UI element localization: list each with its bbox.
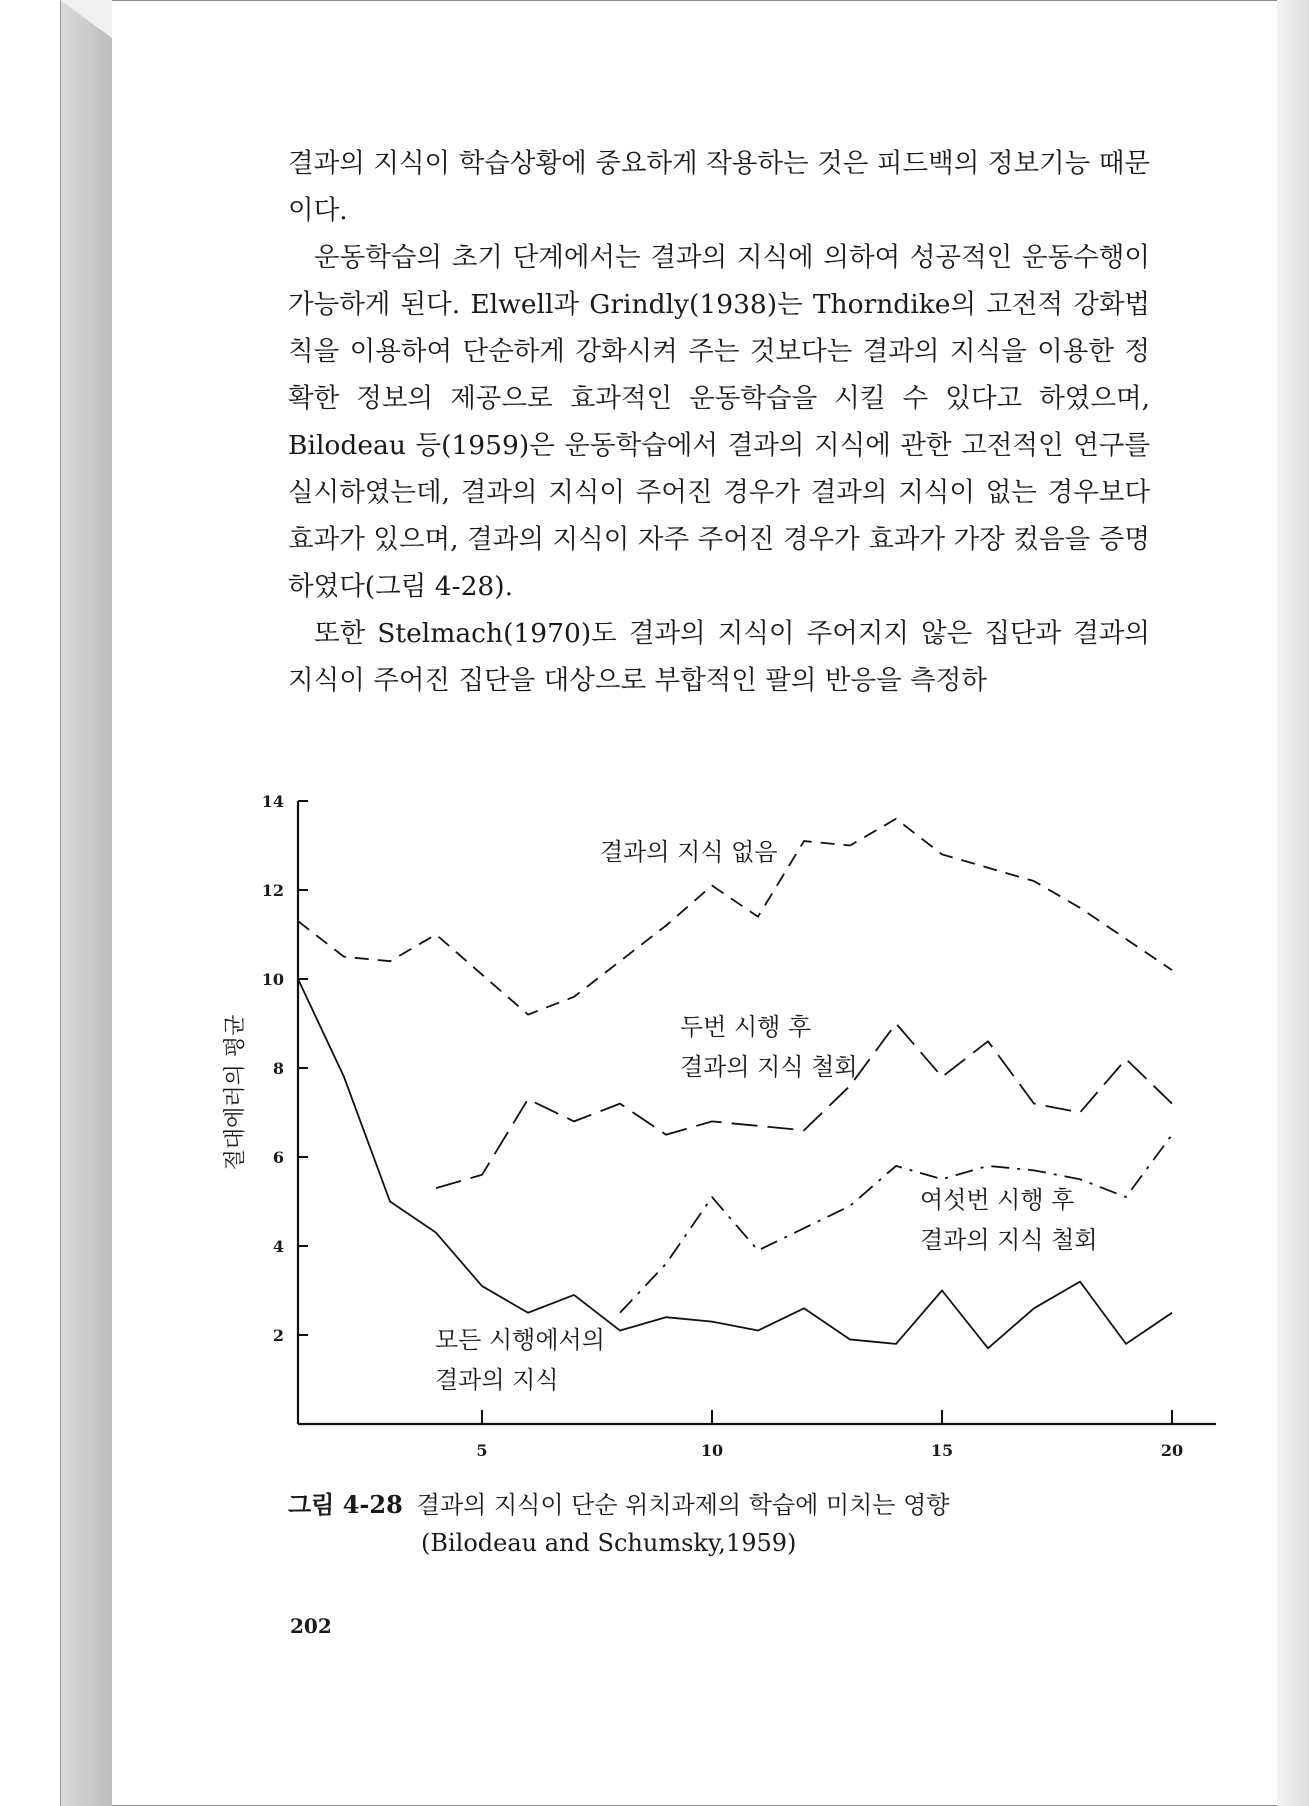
series-line-2 xyxy=(436,1024,1172,1189)
caption-source: (Bilodeau and Schumsky,1959) xyxy=(421,1529,797,1557)
caption-title: 결과의 지식이 단순 위치과제의 학습에 미치는 영향 xyxy=(416,1491,950,1519)
series-line-3 xyxy=(620,1135,1172,1313)
y-tick-label: 8 xyxy=(272,1059,284,1078)
paragraph-1: 결과의 지식이 학습상황에 중요하게 작용하는 것은 피드백의 정보기능 때문이다. xyxy=(288,148,1150,226)
y-tick-label: 12 xyxy=(261,881,284,900)
y-tick-label: 6 xyxy=(272,1148,284,1167)
annotation-label-1: 결과의 지식 없음 xyxy=(600,838,778,866)
y-tick-label: 10 xyxy=(261,970,284,989)
annotation-label-3: 여섯번 시행 후 xyxy=(920,1186,1075,1214)
annotation-label-4: 모든 시행에서의 xyxy=(435,1326,605,1354)
y-tick-label: 2 xyxy=(272,1326,284,1345)
annotation-label-3: 결과의 지식 철회 xyxy=(920,1226,1098,1254)
book-spine xyxy=(60,0,114,1806)
paragraph-2: 운동학습의 초기 단계에서는 결과의 지식에 의하여 성공적인 운동수행이 가능하게 된다. Elwell과 Grindly(1938)는 Thorndike의 고전적 강화법칙을 이용하여 단순하게 강화시켜 주는 것보다는 결과의 지식을 이용한 정확한 정보의 제공으로 효과적인 운동학습을 시킬 수 있다고 하였으며, Bilodeau 등(1959)은 운동학습에서 결과의 지식에 관한 고전적인 연구를 실시하였는데, 결과의 지식이 주어진 경우가 결과의 지식이 없는 경우보다 효과가 있으며, 결과의 지식이 자주 주어진 경우가 효과가 가장 컸음을 증명하였다(그림 4-28). xyxy=(288,242,1150,602)
y-tick-label: 4 xyxy=(272,1237,284,1256)
figure-chart xyxy=(210,790,1260,1484)
y-tick-label: 14 xyxy=(261,792,284,811)
annotation-label-2: 결과의 지식 철회 xyxy=(680,1053,858,1081)
x-tick-label: 5 xyxy=(476,1441,488,1460)
x-tick-label: 10 xyxy=(700,1441,724,1460)
caption-number: 그림 4-28 xyxy=(288,1490,403,1519)
page-number: 202 xyxy=(290,1614,332,1638)
y-axis-label: 절대에러의 평균 xyxy=(223,1014,248,1171)
x-tick-label: 15 xyxy=(930,1441,954,1460)
figure-caption xyxy=(288,1486,1188,1562)
spine-top-edge xyxy=(60,0,112,38)
annotation-label-4: 결과의 지식 xyxy=(435,1366,559,1394)
paragraph-3: 또한 Stelmach(1970)도 결과의 지식이 주어지지 않은 집단과 결과의 지식이 주어진 집단을 대상으로 부합적인 팔의 반응을 측정하 xyxy=(288,618,1150,696)
x-tick-label: 20 xyxy=(1160,1441,1184,1460)
annotation-label-2: 두번 시행 후 xyxy=(680,1013,812,1041)
line-chart xyxy=(210,790,1260,1480)
page-edge xyxy=(1277,0,1309,1806)
body-text xyxy=(288,140,1150,704)
